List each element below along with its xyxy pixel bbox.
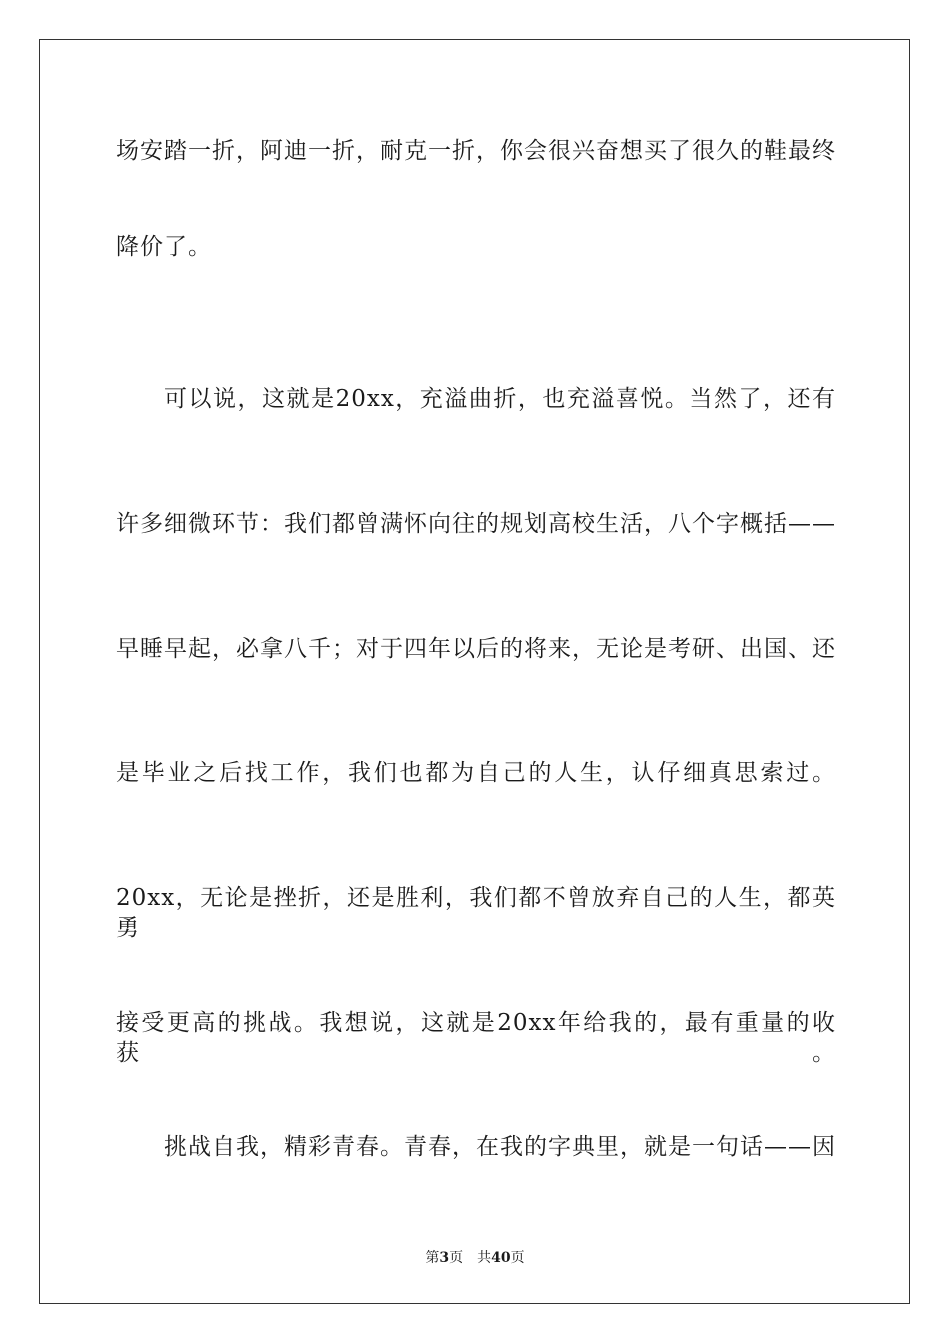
body-line-5: 早睡早起，必拿八千；对于四年以后的将来，无论是考研、出国、还: [116, 636, 836, 662]
body-line-2: 降价了。: [116, 234, 212, 260]
page-current: 3: [439, 1250, 450, 1266]
page-frame: [39, 39, 910, 1304]
body-line-7: 20xx，无论是挫折，还是胜利，我们都不曾放弃自己的人生，都英勇: [116, 885, 836, 941]
page-footer: [0, 1247, 950, 1267]
page-suffix: 页: [449, 1250, 464, 1266]
body-line-8: 接受更高的挑战。我想说，这就是20xx年给我的，最有重量的收获。: [116, 1010, 836, 1066]
total-prefix: 共: [477, 1250, 492, 1266]
body-line-9: 挑战自我，精彩青春。青春，在我的字典里，就是一句话——因: [164, 1134, 836, 1160]
page-prefix: 第: [425, 1250, 440, 1266]
body-line-1: 场安踏一折，阿迪一折，耐克一折，你会很兴奋想买了很久的鞋最终: [116, 138, 836, 164]
body-line-3: 可以说，这就是20xx，充溢曲折，也充溢喜悦。当然了，还有: [164, 386, 836, 412]
page-total: 40: [491, 1250, 511, 1266]
body-line-4: 许多细微环节：我们都曾满怀向往的规划高校生活，八个字概括——: [116, 511, 836, 537]
body-line-6: 是毕业之后找工作，我们也都为自己的人生，认仔细真思索过。: [116, 760, 836, 786]
total-suffix: 页: [510, 1250, 525, 1266]
